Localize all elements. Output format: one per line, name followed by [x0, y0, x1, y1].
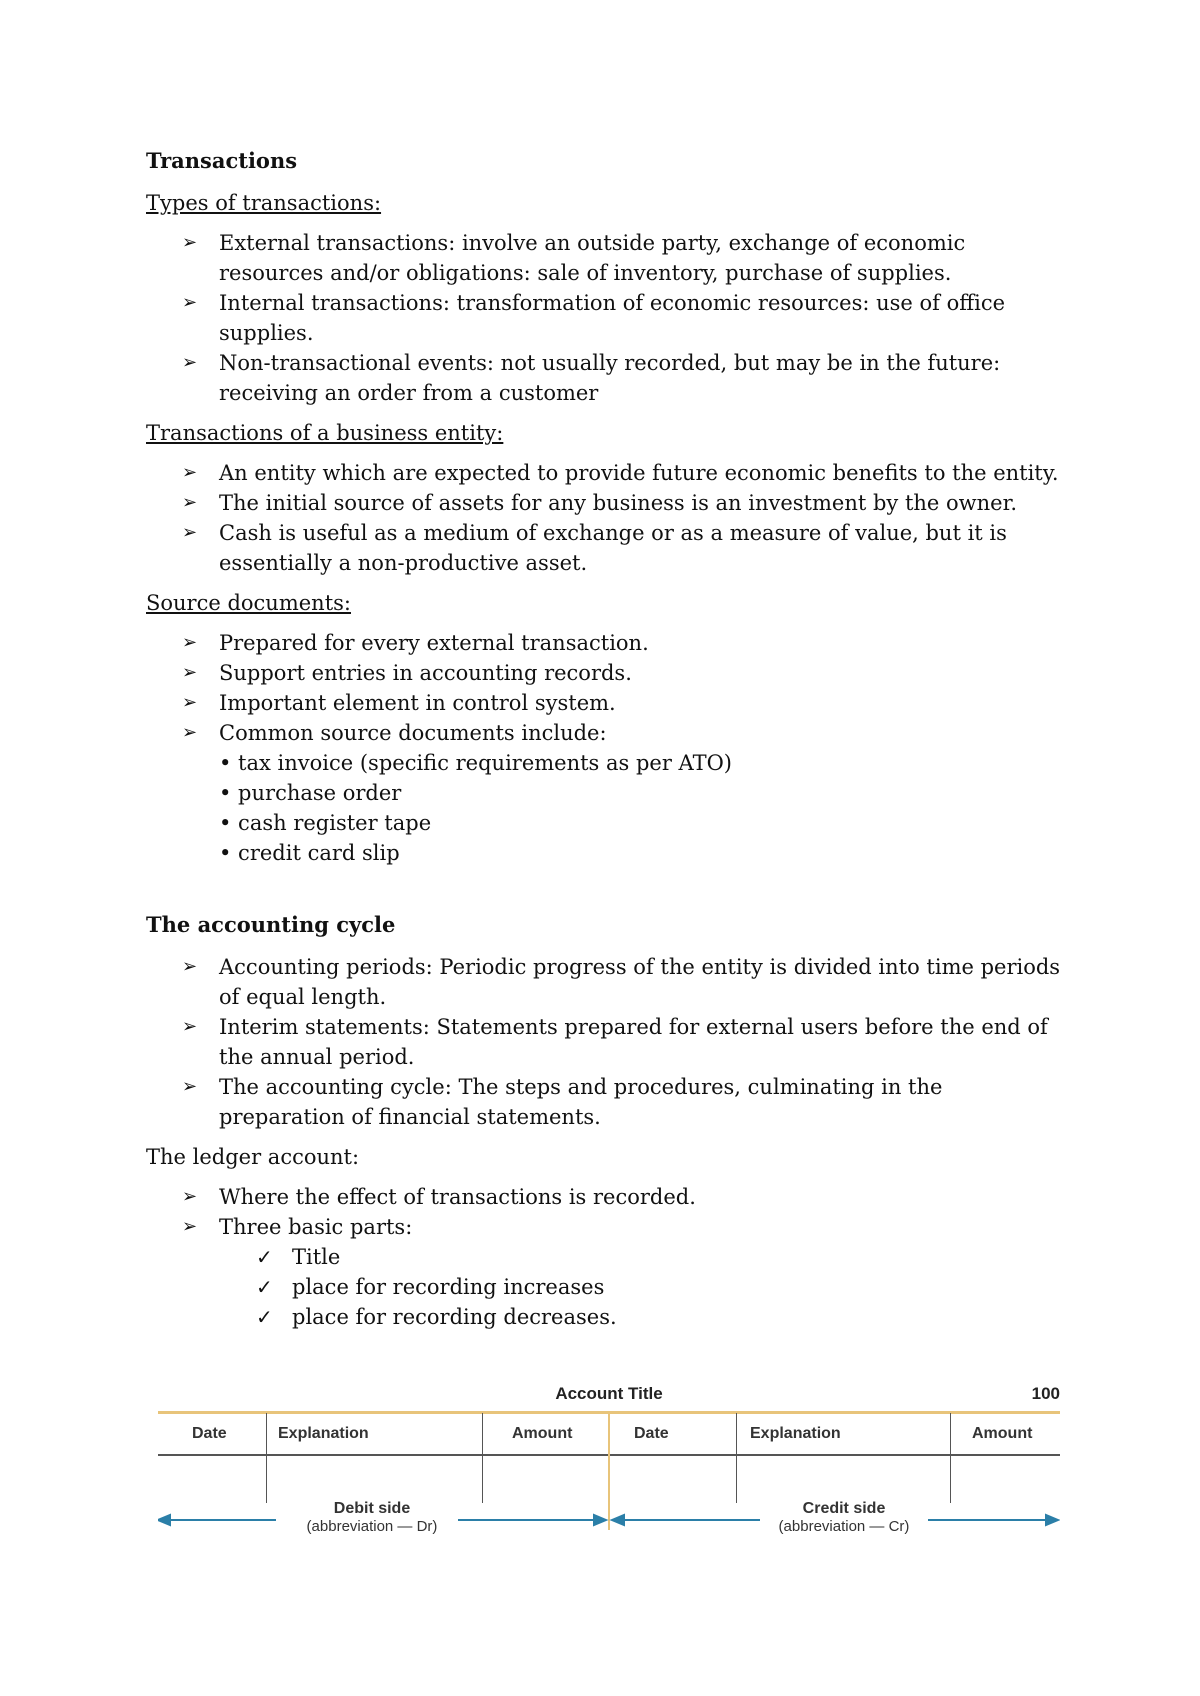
- arrow-bullet-icon: ➢: [182, 722, 198, 743]
- arrow-bullet-icon: ➢: [182, 662, 198, 683]
- debit-arrowhead-right: [594, 1515, 606, 1525]
- list-item: ➢ Support entries in accounting records.: [219, 658, 1066, 688]
- credit-arrowhead-right: [1046, 1515, 1058, 1525]
- arrow-bullet-icon: ➢: [182, 292, 198, 313]
- col-date-credit: Date: [634, 1425, 669, 1442]
- list-item: ➢ Important element in control system.: [219, 688, 1066, 718]
- credit-label: Credit side: [802, 1500, 886, 1517]
- list-item: ➢ Three basic parts: ✓ Title ✓ place for recording increases ✓ place for recording decreases.: [219, 1212, 1066, 1332]
- types-list: [146, 228, 1066, 408]
- section-title-accounting-cycle: The accounting cycle: [146, 912, 396, 937]
- t-account-figure: [158, 1384, 1060, 1534]
- arrow-bullet-icon: ➢: [182, 956, 198, 977]
- list-item: ➢ The accounting cycle: The steps and procedures, culminating in the preparation of financial statements.: [219, 1072, 1066, 1132]
- arrow-bullet-icon: ➢: [182, 1186, 198, 1207]
- parts-list: [219, 1242, 1066, 1332]
- account-number: 100: [1031, 1384, 1060, 1403]
- list-item: ➢ The initial source of assets for any business is an investment by the owner.: [219, 488, 1066, 518]
- list-item: ➢ Where the effect of transactions is recorded.: [219, 1182, 1066, 1212]
- col-amount-debit: Amount: [512, 1425, 573, 1442]
- arrow-bullet-icon: ➢: [182, 1016, 198, 1037]
- sub-list-item: • cash register tape: [219, 811, 432, 835]
- arrow-bullet-icon: ➢: [182, 1076, 198, 1097]
- list-item: ➢ Interim statements: Statements prepared for external users before the end of the annual period.: [219, 1012, 1066, 1072]
- source-heading: Source documents:: [146, 591, 351, 615]
- list-item: ➢ Accounting periods: Periodic progress of the entity is divided into time periods of equal length.: [219, 952, 1066, 1012]
- credit-arrowhead-left: [612, 1515, 624, 1525]
- sub-list-item: • tax invoice (specific requirements as per ATO): [219, 751, 732, 775]
- types-heading: Types of transactions:: [146, 191, 382, 215]
- business-heading: Transactions of a business entity:: [146, 421, 504, 445]
- arrow-bullet-icon: ➢: [182, 462, 198, 483]
- list-item: ➢ An entity which are expected to provide future economic benefits to the entity.: [219, 458, 1066, 488]
- document-page: [146, 136, 1066, 1342]
- sub-list-item: • purchase order: [219, 781, 402, 805]
- source-list: [146, 628, 1066, 868]
- check-item: ✓ place for recording increases: [292, 1272, 1066, 1302]
- list-item: ➢ Cash is useful as a medium of exchange or as a measure of value, but it is essentially a non-productive asset.: [219, 518, 1066, 578]
- list-item: ➢ External transactions: involve an outside party, exchange of economic resources and/or obligations: sale of inventory, purchase of supplies.: [219, 228, 1066, 288]
- list-item: ➢ Common source documents include: • tax invoice (specific requirements as per ATO) • purchase order • cash register tape • credit card slip: [219, 718, 1066, 868]
- col-explanation-debit: Explanation: [278, 1425, 369, 1442]
- business-list: [146, 458, 1066, 578]
- col-amount-credit: Amount: [972, 1425, 1033, 1442]
- list-item: ➢ Prepared for every external transaction.: [219, 628, 1066, 658]
- arrow-bullet-icon: ➢: [182, 492, 198, 513]
- section-title-transactions: Transactions: [146, 148, 298, 173]
- credit-abbr: (abbreviation — Cr): [778, 1518, 910, 1535]
- arrow-bullet-icon: ➢: [182, 1216, 198, 1237]
- debit-side-label: [272, 1500, 472, 1535]
- ledger-heading: The ledger account:: [146, 1145, 360, 1169]
- account-title: Account Title: [555, 1384, 663, 1403]
- checkmark-icon: ✓: [256, 1275, 273, 1299]
- check-item: ✓ place for recording decreases.: [292, 1302, 1066, 1332]
- debit-abbr: (abbreviation — Dr): [306, 1518, 438, 1535]
- credit-side-label: [744, 1500, 944, 1535]
- debit-arrowhead-left: [158, 1515, 170, 1525]
- arrow-bullet-icon: ➢: [182, 632, 198, 653]
- arrow-bullet-icon: ➢: [182, 232, 198, 253]
- ledger-list: [146, 1182, 1066, 1332]
- checkmark-icon: ✓: [256, 1245, 273, 1269]
- list-item: ➢ Internal transactions: transformation of economic resources: use of office supplies.: [219, 288, 1066, 348]
- list-item: ➢ Non-transactional events: not usually recorded, but may be in the future: receiving an order from a customer: [219, 348, 1066, 408]
- col-date-debit: Date: [192, 1425, 227, 1442]
- col-explanation-credit: Explanation: [750, 1425, 841, 1442]
- arrow-bullet-icon: ➢: [182, 692, 198, 713]
- arrow-bullet-icon: ➢: [182, 522, 198, 543]
- checkmark-icon: ✓: [256, 1305, 273, 1329]
- debit-label: Debit side: [333, 1500, 411, 1517]
- arrow-bullet-icon: ➢: [182, 352, 198, 373]
- sub-list-item: • credit card slip: [219, 841, 400, 865]
- cycle-list: [146, 952, 1066, 1132]
- check-item: ✓ Title: [292, 1242, 1066, 1272]
